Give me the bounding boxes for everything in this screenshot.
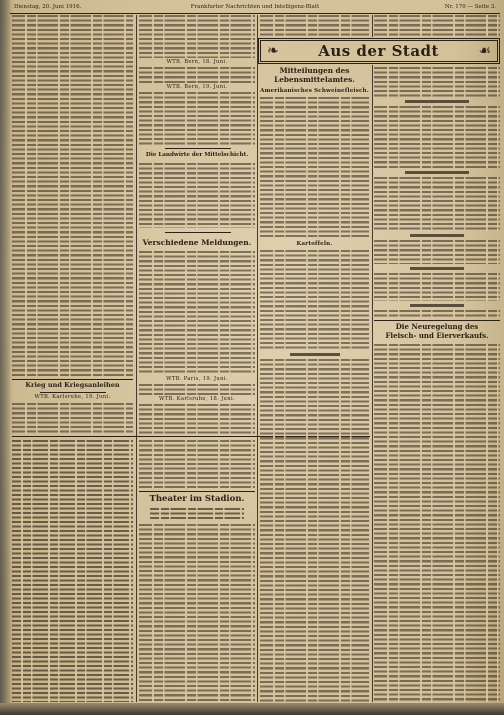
article-subheading: [405, 171, 469, 174]
article-text: [374, 344, 500, 702]
article-rule: [165, 232, 231, 233]
column-rule: [257, 15, 258, 702]
column-rule: [372, 65, 373, 702]
article-subheading: Kartoffeln.: [296, 241, 333, 247]
article-text: [139, 404, 255, 434]
article-rule: [40, 392, 106, 393]
article-subheading: [290, 353, 340, 356]
article-heading-line: Die Neuregelung des: [395, 322, 479, 331]
article-text: [139, 92, 255, 145]
article-text: [139, 251, 255, 375]
page-number: Nr. 170 — Seite 3.: [444, 4, 496, 10]
article-text: [374, 15, 500, 36]
article-text: [139, 524, 255, 702]
page-binding-edge: [0, 0, 10, 715]
article-heading-line: Fleisch- und Eierverkaufs.: [385, 331, 489, 340]
ornament-icon: [478, 44, 491, 58]
article-text: [260, 97, 369, 239]
article-text: [139, 384, 255, 395]
article-text: [139, 440, 255, 488]
article-subtitle: [150, 508, 244, 520]
article-heading: Verschiedene Meldungen.: [142, 238, 252, 247]
article-rule: [12, 379, 133, 380]
article-rule: [374, 320, 500, 321]
article-heading: Krieg und Kriegsanleihen: [25, 381, 120, 389]
article-subheading: [410, 267, 464, 270]
dateline: WTB. Bern, 18. Juni.: [166, 59, 228, 65]
dateline: WTB. Karlsruhe, 18. Juni.: [159, 396, 235, 402]
article-subheading: Amerikanisches Schweinefleisch.: [260, 88, 369, 94]
section-header-box: [258, 38, 500, 64]
ornament-icon: [267, 44, 279, 58]
article-text: [139, 15, 255, 58]
scan-bottom-edge: [0, 703, 504, 715]
article-heading: Die Landwirte der Mittelschicht.: [145, 152, 249, 158]
article-text: [12, 403, 133, 434]
header-rule: [10, 13, 500, 14]
article-subheading: [405, 100, 469, 103]
article-text: [374, 67, 500, 97]
dateline: WTB. Bern, 19. Juni.: [166, 84, 228, 90]
article-text: [260, 359, 369, 702]
masthead: Frankfurter Nachrichten und Intelligenz-Blatt: [190, 4, 320, 10]
article-text: [260, 15, 369, 36]
dateline: WTB. Paris, 19. Juni.: [166, 376, 228, 382]
article-heading: Mitteilungen des Lebensmittelamtes.: [274, 66, 355, 84]
article-text: [139, 163, 255, 228]
section-title: Aus der Stadt: [318, 42, 439, 60]
article-text: [12, 15, 133, 377]
article-text: [374, 273, 500, 301]
article-subheading: [410, 234, 464, 237]
article-text: [260, 250, 369, 350]
article-text: [374, 106, 500, 168]
column-rule: [372, 15, 373, 37]
article-text: [139, 67, 255, 83]
issue-date: Dienstag, 20. Juni 1916.: [14, 4, 82, 10]
article-text: [12, 440, 133, 702]
dateline: WTB. Karlsruhe, 19. Juni.: [34, 394, 111, 400]
article-rule: [139, 491, 255, 492]
article-text: [374, 310, 500, 318]
article-heading: Theater im Stadion.: [149, 494, 245, 504]
article-text: [374, 240, 500, 264]
column-rule: [136, 15, 137, 702]
article-subheading: [410, 304, 464, 307]
article-text: [374, 177, 500, 231]
article-rule: [165, 148, 231, 149]
